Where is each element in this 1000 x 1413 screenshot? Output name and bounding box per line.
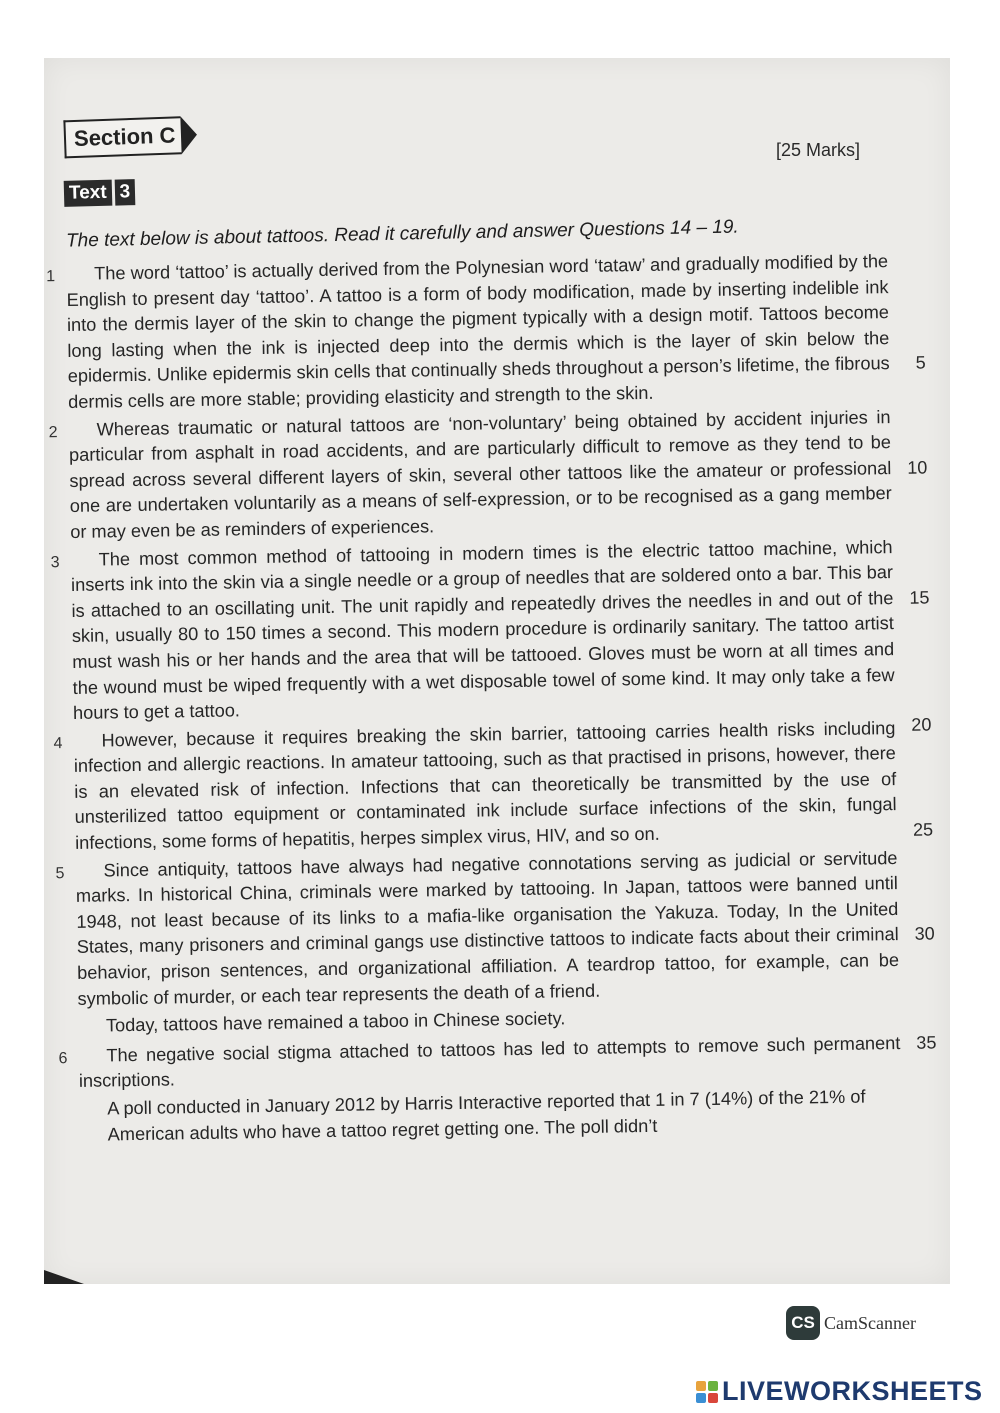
marks-label: [25 Marks]	[776, 140, 861, 160]
text-label-number: 3	[114, 179, 135, 206]
text-label	[64, 179, 136, 207]
section-arrow-icon	[181, 116, 198, 155]
camscanner-watermark	[786, 1306, 916, 1340]
paragraph-text: Today, tattoos have remained a taboo in Chinese society.	[105, 1008, 566, 1036]
paragraph-text: The word ‘tattoo’ is actually derived from the Polynesian word ‘tataw’ and gradually modified by the English to present day ‘tattoo’. A tattoo is a form of body modification, made by inserting indelible ink into the dermis layer of the skin to change the pigment typically with a design motif. Tattoos become long lasting when the ink is injected deep into the dermis which is the layer of skin below the epidermis. Unlike epidermis skin cells that continually sheds throughout a person’s lifetime, the fibrous dermis cells are more stable; providing elasticity and strength to the skin.	[66, 251, 890, 412]
paragraph-text: The most common method of tattooing in modern times is the electric tattoo machine, which inserts ink into the skin via a single needle or a group of needles that are soldered onto a bar. This bar is attached to an oscillating unit. The unit rapidly and repeatedly drives the needles in and out of the skin, usually 80 to 150 times a second. This modern procedure is ordinarily sanitary. The tattoo artist must wash his or her hands and the area that will be tattooed. Gloves must be worn at all times and the wound must be wiped frequently with a wet disposable towel of some kind. It may only take a few hours to get a tattoo.	[70, 536, 895, 724]
line-number: 5	[915, 352, 926, 373]
line-number: 15	[909, 587, 930, 608]
line-number: 30	[914, 923, 935, 944]
paragraph-text: The negative social stigma attached to tattoos has led to attempts to remove such permanent inscriptions.	[78, 1032, 901, 1092]
paragraph-number: 2	[48, 423, 58, 441]
instruction: The text below is about tattoos. Read it carefully and answer Questions 14 – 19.	[65, 216, 739, 252]
liveworksheets-icon	[696, 1381, 718, 1403]
line-number: 20	[911, 713, 932, 735]
paragraph	[50, 535, 932, 735]
section-heading-label: Section C	[63, 116, 182, 158]
camscanner-icon: CS	[786, 1306, 820, 1340]
paragraph-number: 3	[50, 553, 60, 571]
camscanner-label: CamScanner	[824, 1312, 916, 1333]
section-heading	[63, 116, 198, 159]
line-number: 35	[916, 1032, 937, 1053]
paragraph-number: 4	[53, 734, 63, 752]
paragraph-number: 1	[46, 268, 56, 286]
passage	[46, 249, 937, 1152]
liveworksheets-watermark	[696, 1376, 983, 1407]
liveworksheets-label: LIVEWORKSHEETS	[722, 1376, 983, 1406]
line-number: 10	[907, 457, 928, 478]
paragraph	[55, 846, 935, 1012]
paragraph-text: However, because it requires breaking the skin barrier, tattooing carries health risks including infection and allergic reactions. In amateur tattooing, such as that practised in prisons, however, there is an elevated risk of infection. Infections that can theoretically be transmitted by the use of unsterilized tattoo equipment or contaminated ink include surface infections of the skin, fungal infections, some forms of hepatitis, herpes simplex virus, HIV, and so on.	[73, 717, 897, 853]
paragraph	[46, 249, 926, 415]
paragraph-number: 5	[55, 864, 65, 882]
paragraph-text: A poll conducted in January 2012 by Harris Interactive reported that 1 in 7 (14%) of the 21% of American adults who have a tattoo regret getting one. The poll didn’t	[107, 1086, 866, 1145]
line-number: 25	[912, 819, 934, 840]
text-label-word: Text	[64, 180, 112, 207]
paragraph-text: Whereas traumatic or natural tattoos are ‘non-voluntary’ being obtained by accident injuries in particular from asphalt in road accidents, and are particularly difficult to remove as they tend to be spread across several different layers of skin, several other tattoos like the amateur or professional one are undertaken voluntarily as a means of self-expression, or to be recognised as a gang member or may even be as reminders of experiences.	[68, 406, 892, 542]
paragraph-text: Since antiquity, tattoos have always had negative connotations serving as judicial or servitude marks. In historical China, criminals were marked by tattooing. In Japan, tattoos were banned until 1948, not least because of its links to a mafia-like organisation the Yakuza. Today, In the United States, many prisoners and criminal gangs use distinctive tattoos to indicate facts about their criminal behavior, prison sentences, and organizational affiliation. A teardrop tattoo, for example, can be symbolic of murder, or each tear represents the death of a friend.	[75, 847, 900, 1009]
paragraph-number: 6	[58, 1049, 68, 1068]
paragraph	[48, 405, 928, 546]
